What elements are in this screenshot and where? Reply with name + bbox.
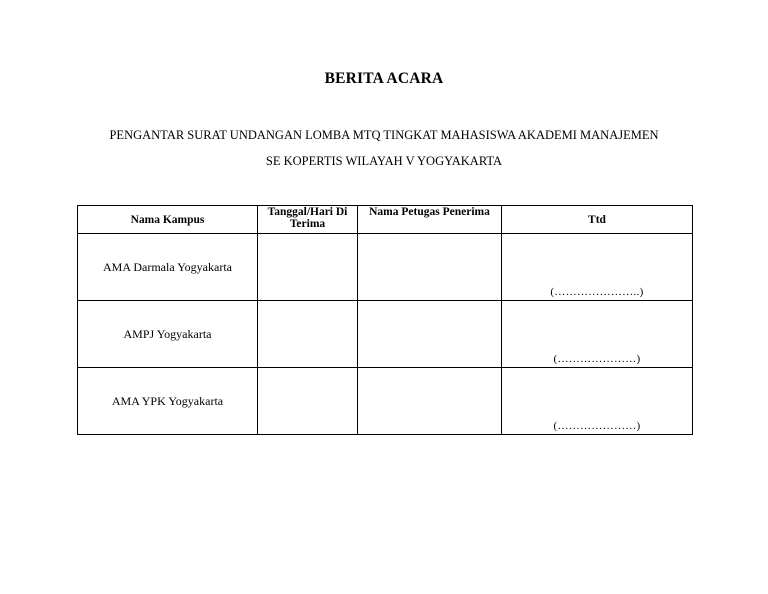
document-subtitle-line-2: SE KOPERTIS WILAYAH V YOGYAKARTA bbox=[265, 154, 503, 168]
cell-tanggal bbox=[258, 234, 358, 301]
table-row bbox=[78, 368, 693, 435]
header-nama-petugas-penerima: Nama Petugas Penerima bbox=[358, 206, 502, 234]
header-tanggal-line-1: Tanggal/Hari Di bbox=[267, 206, 348, 218]
receipt-table bbox=[77, 205, 693, 435]
cell-nama-kampus: AMA Darmala Yogyakarta bbox=[78, 234, 258, 301]
header-nama-kampus: Nama Kampus bbox=[78, 206, 258, 234]
header-ttd: Ttd bbox=[502, 206, 693, 234]
cell-petugas bbox=[358, 301, 502, 368]
cell-tanggal bbox=[258, 368, 358, 435]
signature-line: (…………………..) bbox=[550, 286, 644, 298]
cell-ttd bbox=[502, 368, 693, 435]
cell-nama-kampus: AMA YPK Yogyakarta bbox=[78, 368, 258, 435]
cell-petugas bbox=[358, 234, 502, 301]
signature-line: (…………………) bbox=[553, 353, 641, 365]
table-row bbox=[78, 234, 693, 301]
header-tanggal-hari-diterima bbox=[258, 206, 358, 234]
signature-line: (…………………) bbox=[553, 420, 641, 432]
document-subtitle-line-1: PENGANTAR SURAT UNDANGAN LOMBA MTQ TINGKAT MAHASISWA AKADEMI MANAJEMEN bbox=[109, 128, 659, 142]
cell-tanggal bbox=[258, 301, 358, 368]
cell-nama-kampus: AMPJ Yogyakarta bbox=[78, 301, 258, 368]
cell-ttd bbox=[502, 301, 693, 368]
table-header-row bbox=[78, 206, 693, 234]
cell-petugas bbox=[358, 368, 502, 435]
document-title: BERITA ACARA bbox=[324, 70, 444, 87]
cell-ttd bbox=[502, 234, 693, 301]
table-row bbox=[78, 301, 693, 368]
header-tanggal-line-2: Terima bbox=[289, 218, 326, 230]
